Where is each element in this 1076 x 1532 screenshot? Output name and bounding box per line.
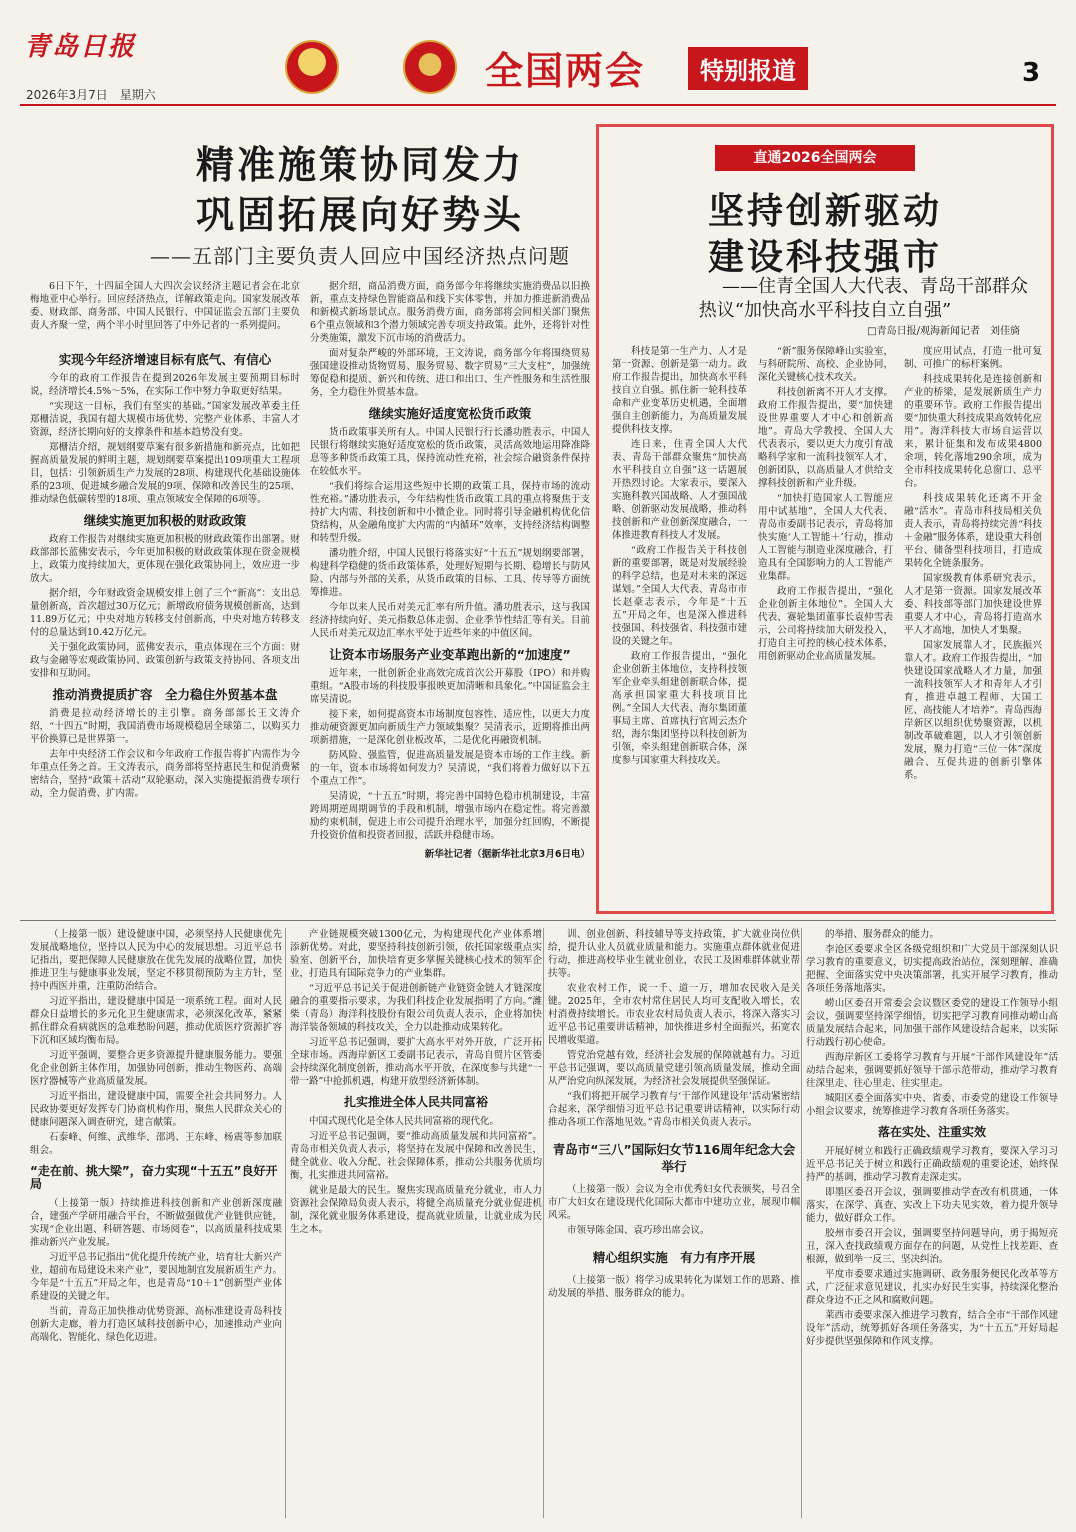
column-rule bbox=[543, 928, 544, 1518]
article-paragraph: 习近平总书记强调，要扩大高水平对外开放，广泛开拓全球市场。西海岸新区工委副书记表示，青岛自贸片区管委会持续深化制度创新，推动高水平开放，在深度参与共建“一带一路”中抢抓机遇，构建开放型经济新体制。 bbox=[290, 1037, 542, 1087]
article-paragraph: “我们将综合运用这些短中长期的政策工具，保持市场的流动性充裕。”潘功胜表示，今年结构性货币政策工具的重点将聚焦于支持扩大内需、科技创新和中小微企业。同时将引导金融机构优化信贷结构，从金融角度扩大内需的“内循环”效率，支持经济结构调整和转型升级。 bbox=[310, 481, 590, 544]
story2-headline-line2: 建设科技强市 bbox=[707, 236, 942, 278]
news-brief-headline: 青岛市“三八”国际妇女节116周年纪念大会举行 bbox=[552, 1142, 796, 1174]
article-paragraph: 据介绍，商品消费方面，商务部今年将继续实施消费品以旧换新，重点支持绿色智能商品和线下实体零售，并加力推进新消费品和新模式新场景试点。服务消费方面，商务部将会同相关部门聚焦6个重点领域和3个潜力领域完善专项支持政策。此外，还将针对性分类施策，激发下沉市场的消费活力。 bbox=[310, 281, 590, 344]
article-paragraph: 李沧区委要求全区各级党组织和广大党员干部深刻认识学习教育的重要意义，切实提高政治站位，深刻理解、准确把握、全面落实党中央决策部署，扎实开展学习教育，推动各项任务落地落实。 bbox=[806, 944, 1058, 994]
article-paragraph: “实现这一目标，我们有坚实的基础。”国家发展改革委主任郑栅洁说，我国有超大规模市场优势、完整产业体系、丰富人才资源，经济长期向好的支撑条件和基本趋势没有变。 bbox=[30, 401, 300, 438]
article-paragraph: 今年以来人民币对美元汇率有所升值。潘功胜表示，这与我国经济持续向好、美元指数总体走弱、企业季节性结汇等有关。目前人民币对美元双边汇率水平处于近些年来的中值区间。 bbox=[310, 602, 590, 639]
section-heading: 扎实推进全体人民共同富裕 bbox=[343, 1095, 488, 1109]
story2-headline bbox=[610, 188, 1040, 280]
story2-column-2 bbox=[758, 345, 893, 665]
article-paragraph: 习近平总书记强调，要“推动高质量发展和共同富裕”。青岛市相关负责人表示，将坚持在发展中保障和改善民生，健全就业、收入分配、社会保障体系，推动公共服务优质均衡，扎实推进共同富裕。 bbox=[290, 1131, 542, 1181]
story1-lead-text: 6日下午，十四届全国人大四次会议经济主题记者会在北京梅地亚中心举行。回应经济热点，详解政策走向。国家发展改革委、财政部、商务部、中国人民银行、中国证监会五部门主要负责人齐聚一堂，两个半小时里回答了中外记者的一系列提问。 bbox=[30, 281, 300, 331]
article-paragraph: 接下来，如何提高资本市场制度包容性、适应性，以更大力度推动硬资源更加向新质生产力领域集聚？吴清表示，近期将推出两项新措施，一是深化创业板改革，二是优化再融资机制。 bbox=[310, 709, 590, 746]
article-paragraph: 产业链规模突破1300亿元，为构建现代化产业体系增添新优势。对此，要坚持科技创新引领，依托国家级重点实验室、创新平台，加快培育更多掌握关键核心技术的领军企业，打造具有国际竞争力的产业集群。 bbox=[290, 929, 542, 979]
article-paragraph: “新”服务保障峰山实验室，与科研院所、高校、企业协同，深化关键核心技术攻关。 bbox=[758, 346, 893, 383]
article-paragraph: 郑栅洁介绍，规划纲要草案有很多新措施和新亮点，比如把握高质量发展的鲜明主题，规划纲要草案提出109项重大工程项目，包括：引领新质生产力发展的28项、构建现代化基础设施体系的23项、促进城乡融合发展的9项、保障和改善民生的25项、推动绿色低碳转型的18项、重点领域安全保障的6项等。 bbox=[30, 442, 300, 505]
story2-headline-line1: 坚持创新驱动 bbox=[707, 190, 942, 232]
article-paragraph: 即墨区委召开会议，强调要推动学查改有机贯通，一体落实，在深学、真查、实改上下功夫见实效，着力提升领导能力，做好群众工作。 bbox=[806, 1187, 1058, 1224]
section-heading: “走在前、挑大梁”，奋力实现“十五五”良好开局 bbox=[30, 1164, 278, 1191]
article-paragraph: 据介绍，今年财政资金规模安排上创了三个“新高”：支出总量创新高，首次超过30万亿元；新增政府债务规模创新高，达到11.89万亿元；中央对地方转移支付创新高，中央对地方转移支付的总量达到10.42万亿元。 bbox=[30, 588, 300, 638]
section-divider bbox=[20, 920, 1056, 921]
section-heading: 实现今年经济增速目标有底气、有信心 bbox=[58, 352, 272, 367]
newspaper-logo: 青岛日报 bbox=[24, 32, 137, 62]
article-paragraph: 连日来，住青全国人大代表、青岛干部群众聚焦“加快高水平科技自立自强”这一话题展开热烈讨论。大家表示，要深入实施科教兴国战略、人才强国战略、创新驱动发展战略，推动科技创新和产业创新深度融合，一体推进教育科技人才发展。 bbox=[612, 439, 747, 541]
article-paragraph: 面对复杂严峻的外部环境，王文涛说，商务部今年将围绕贸易强国建设推动货物贸易、服务贸易、数字贸易“三大支柱”，加强统筹促稳和提质、新兴和传统、进口和出口、生产性服务和生活性服务，全力稳住外贸基本盘。 bbox=[310, 348, 590, 398]
page-number: 3 bbox=[1022, 58, 1041, 88]
news-brief-headline: 精心组织实施 有力有序开展 bbox=[592, 1250, 756, 1265]
article-paragraph: 今年的政府工作报告在提到2026年发展主要预期目标时说，经济增长4.5%～5%，在实际工作中努力争取更好结果。 bbox=[30, 373, 300, 397]
article-paragraph: 防风险、强监管，促进高质量发展是资本市场的工作主线。新的一年，资本市场将如何发力？吴清说，“我们将着力做好以下五个重点工作”。 bbox=[310, 750, 590, 787]
article-paragraph: 科技创新离不开人才支撑。政府工作报告提出，要“加快建设世界重要人才中心和创新高地”。青岛大学教授、全国人大代表表示，要以更大力度引育战略科学家和一流科技领军人才、创新团队，以高质量人才供给支撑科技创新和产业升级。 bbox=[758, 387, 893, 489]
section-heading: 继续实施好适度宽松货币政策 bbox=[368, 406, 532, 421]
story2-tag: 直通2026全国两会 bbox=[715, 145, 915, 171]
article-paragraph: （上接第一版）建设健康中国，必须坚持人民健康优先发展战略地位，坚持以人民为中心的发展思想。习近平总书记指出，要把保障人民健康放在优先发展的战略位置，加快推进卫生与健康事业发展，坚定不移贯彻预防为主方针，坚持中西医并重，注重防治结合。 bbox=[30, 929, 282, 992]
article-paragraph: 胶州市委召开会议，强调要坚持问题导向，勇于揭短亮丑，深入查找政绩观方面存在的问题，从党性上找差距、查根源，做到举一反三、坚决纠治。 bbox=[806, 1228, 1058, 1265]
article-paragraph: 消费是拉动经济增长的主引擎。商务部部长王文涛介绍，“十四五”时期，我国消费市场规模稳居全球第二，以购买力平价换算已是世界第一。 bbox=[30, 708, 300, 745]
article-paragraph: 开展好树立和践行正确政绩观学习教育，要深入学习习近平总书记关于树立和践行正确政绩观的重要论述，始终保持严的基调，推动学习教育走深走实。 bbox=[806, 1146, 1058, 1183]
bottom-column-3 bbox=[548, 928, 800, 1302]
article-paragraph: “加快打造国家人工智能应用中试基地”，全国人大代表、青岛市委副书记表示，青岛将加快实施‘人工智能＋’行动，推动人工智能与制造业深度融合，打造具有全国影响力的人工智能产业集群。 bbox=[758, 493, 893, 582]
article-paragraph: “习近平总书记关于促进创新链产业链资金链人才链深度融合的重要指示要求，为我们科技企业发展指明了方向。”潍柴（青岛）海洋科技股份有限公司负责人表示，企业将加快海洋装备领域的科技攻关，全力以赴推动成果转化。 bbox=[290, 983, 542, 1033]
article-paragraph: 莱西市委要求深入推进学习教育，结合全市“干部作风建设年”活动，统筹抓好各项任务落实，为“十五五”开好局起好步提供坚强保障和作风支撑。 bbox=[806, 1310, 1058, 1347]
article-paragraph: 政府工作报告提出，“强化企业创新主体地位，支持科技领军企业牵头组建创新联合体，提高承担国家重大科技项目比例。”全国人大代表、海尔集团董事局主席、首席执行官周云杰介绍，海尔集团坚持以科技创新为引领，牵头组建创新联合体，深度参与国家重大科技攻关。 bbox=[612, 651, 747, 766]
article-paragraph: 关于强化政策协同，蓝佛安表示，重点体现在三个方面：财政与金融等宏观政策协同、政策创新与政策支持协同、各项支出安排和互助同。 bbox=[30, 642, 300, 679]
section-title: 全国两会 bbox=[485, 49, 646, 93]
story1-subheadline: ——五部门主要负责人回应中国经济热点问题 bbox=[150, 244, 570, 268]
story1-headline-line2: 巩固拓展向好势头 bbox=[195, 192, 524, 237]
article-paragraph: 市领导陈金国、袁巧珍出席会议。 bbox=[567, 1225, 710, 1236]
article-paragraph: 当前，青岛正加快推动优势资源、高标准建设青岛科技创新大走廊，着力打造区域科技创新中心，加速推动产业向高端化、智能化、绿色化迈进。 bbox=[30, 1306, 282, 1343]
article-paragraph: 科技成果转化是连接创新和产业的桥梁，是发展新质生产力的重要环节。政府工作报告提出要“加快重大科技成果高效转化应用”。海洋科技大市场自运营以来，累计征集和发布成果4800余项，转化落地290余项，成为全市科技成果转化总窗口、总平台。 bbox=[904, 374, 1042, 489]
bottom-column-1 bbox=[30, 928, 282, 1346]
article-paragraph: 西海岸新区工委将学习教育与开展“干部作风建设年”活动结合起来，强调要抓好领导干部示范带动，推动学习教育往深里走、往心里走、往实里走。 bbox=[806, 1052, 1058, 1089]
article-paragraph: （上接第一版）将学习成果转化为谋划工作的思路、推动发展的举措、服务群众的能力。 bbox=[548, 1275, 800, 1299]
story1-headline bbox=[130, 140, 590, 240]
article-paragraph: 农业农村工作，说一千、道一万，增加农民收入是关键。2025年，全市农村常住居民人均可支配收入增长，农村消费持续增长。市农业农村局负责人表示，将深入落实习近平总书记重要讲话精神，加快推进乡村全面振兴，拓宽农民增收渠道。 bbox=[548, 983, 800, 1046]
section-badge: 特别报道 bbox=[688, 47, 808, 90]
article-paragraph: 训、创业创新、科技辅导等支持政策，扩大就业岗位供给，提升认业人员就业质量和能力。实施重点群体就业促进行动，推进高校毕业生就业创业，农民工及困难群体就业帮扶等。 bbox=[548, 929, 800, 979]
article-paragraph: 城阳区委全面落实中央、省委、市委党的建设工作领导小组会议要求，统筹推进学习教育各项任务落实。 bbox=[806, 1093, 1058, 1117]
article-paragraph: 吴清说，“十五五”时期，将完善中国特色稳市机制建设，丰富跨周期逆周期调节的手段和机制，增强市场内在稳定性。将完善激励约束机制，促进上市公司提升治理水平，加强分红回购，不断提升投资价值和投资者回报，活跃并稳健市场。 bbox=[310, 791, 590, 841]
story1-byline: 新华社记者（据新华社北京3月6日电） bbox=[424, 849, 590, 860]
article-paragraph: 去年中央经济工作会议和今年政府工作报告将扩内需作为今年重点任务之首。王文涛表示，商务部将坚持惠民生和促消费紧密结合，坚持“政策＋活动”双轮驱动，深入实施提振消费专项行动，全力促消费、扩内需。 bbox=[30, 749, 300, 799]
article-paragraph: 政府工作报告提出，“强化企业创新主体地位”。全国人大代表、赛轮集团董事长袁仲雪表示，公司将持续加大研发投入，打造自主可控的核心技术体系，用创新驱动企业高质量发展。 bbox=[758, 586, 893, 662]
article-paragraph: （上接第一版）会议为全市优秀妇女代表颁奖，号召全市广大妇女在建设现代化国际大都市中建功立业，展现巾帼风采。 bbox=[548, 1184, 800, 1221]
cppcc-emblem-icon bbox=[403, 40, 457, 94]
column-rule bbox=[285, 928, 286, 1518]
bottom-column-2 bbox=[290, 928, 542, 1238]
article-paragraph: 政府工作报告对继续实施更加积极的财政政策作出部署。财政部部长蓝佛安表示，今年更加积极的财政政策体现在资金规模上，政策力度持续加大，更体现在强化政策协同上，效应进一步放大。 bbox=[30, 534, 300, 584]
bottom-column-4 bbox=[806, 928, 1058, 1350]
masthead bbox=[0, 0, 1076, 118]
article-paragraph: 的举措、服务群众的能力。 bbox=[825, 929, 940, 940]
section-heading: 落在实处、注重实效 bbox=[877, 1125, 986, 1139]
article-paragraph: 习近平指出，建设健康中国是一项系统工程。面对人民群众日益增长的多元化卫生健康需求，必须深化改革，紧紧抓住群众看病就医的急难愁盼问题，推动优质医疗资源扩容下沉和区域均衡布局。 bbox=[30, 996, 282, 1046]
story1-lead-paragraph bbox=[30, 280, 300, 334]
article-paragraph: 科技是第一生产力、人才是第一资源、创新是第一动力。政府工作报告提出，加快高水平科技自立自强。抓住新一轮科技革命和产业变革历史机遇，全面增强自主创新能力，为高质量发展提供科技支撑。 bbox=[612, 346, 747, 435]
story2-subheadline-2: 热议“加快高水平科技自立自强” bbox=[698, 300, 952, 321]
story1-left-column bbox=[30, 345, 300, 802]
article-paragraph: （上接第一版）持续推进科技创新和产业创新深度融合，建强产学研用融合平台，不断做强做优产业链供应链，实现“企业出题、科研答题、市场阅卷”，以高质量科技成果推动新兴产业发展。 bbox=[30, 1198, 282, 1248]
article-paragraph: 石泰峰、何维、武维华、邵鸿、王东峰、杨震等参加联组会。 bbox=[30, 1132, 282, 1156]
story2-subheadline-1: ——住青全国人大代表、青岛干部群众 bbox=[722, 276, 1028, 297]
story2-column-1 bbox=[612, 345, 747, 769]
article-paragraph: 货币政策事关所有人。中国人民银行行长潘功胜表示，中国人民银行将继续实施好适度宽松的货币政策，灵活高效地运用降准降息等多种货币政策工具，保持流动性充裕，社会综合融资条件保持在较低水平。 bbox=[310, 427, 590, 477]
article-paragraph: 管党治党越有效，经济社会发展的保障就越有力。习近平总书记强调，要以高质量党建引领高质量发展，推动全面从严治党向纵深发展，为经济社会发展提供坚强保证。 bbox=[548, 1050, 800, 1087]
column-rule bbox=[801, 928, 802, 1518]
article-paragraph: 国家级教育体系研究表示，人才是第一资源。国家发展改革委、科技部等部门加快建设世界重要人才中心，青岛将打造高水平人才高地，加快人才集聚。 bbox=[904, 573, 1042, 636]
section-heading: 推动消费提质扩容 全力稳住外贸基本盘 bbox=[52, 687, 278, 702]
article-paragraph: 就业是最大的民生。聚焦实现高质量充分就业，市人力资源社会保障局负责人表示，将健全高质量充分就业促进机制，深化就业服务体系建设，提高就业质量，让就业成为民生之本。 bbox=[290, 1185, 542, 1235]
article-paragraph: 潘功胜介绍，中国人民银行将落实好“十五五”规划纲要部署，构建科学稳健的货币政策体系，处理好短期与长期、稳增长与防风险、内部与外部的关系，从货币政策的目标、工具、传导等方面统筹推进。 bbox=[310, 548, 590, 598]
story1-headline-line1: 精准施策协同发力 bbox=[195, 142, 524, 187]
article-paragraph: 国家发展靠人才，民族振兴靠人才。政府工作报告提出，“加快建设国家战略人才力量，加强一流科技领军人才和青年人才引育，推进卓越工程师、大国工匠、高技能人才培养”。青岛西海岸新区以组织优势聚资源，以机制改革破难题，以人才引领创新发展，聚力打造“三位一体”深度融合、互促共进的创新引擎体系。 bbox=[904, 640, 1042, 781]
story2-column-3 bbox=[904, 345, 1042, 784]
article-paragraph: 近年来，一批创新企业高效完成首次公开募股（IPO）和并购重组。“A股市场的科技股事报映更加清晰和具象化。”中国证监会主席吴清说。 bbox=[310, 668, 590, 705]
article-paragraph: 习近平指出，建设健康中国，需要全社会共同努力。人民政协要更好发挥专门协商机构作用，聚焦人民群众关心的健康问题深入调查研究，建言献策。 bbox=[30, 1091, 282, 1128]
national-emblem-icon bbox=[285, 40, 339, 94]
article-paragraph: 习近平总书记指出“优化提升传统产业，培育壮大新兴产业，超前布局建设未来产业”，要因地制宜发展新质生产力。今年是“十五五”开局之年，也是青岛“10＋1”创新型产业体系建设的关键之年。 bbox=[30, 1252, 282, 1302]
article-paragraph: 习近平强调，要整合更多资源提升健康服务能力。要强化企业创新主体作用，加强协同创新，推动生物医药、高端医疗器械等产业高质量发展。 bbox=[30, 1050, 282, 1087]
article-paragraph: 度应用试点，打造一批可复制、可推广的标杆案例。 bbox=[904, 346, 1042, 370]
issue-date: 2026年3月7日 星期六 bbox=[26, 88, 156, 102]
story1-middle-column bbox=[310, 280, 590, 861]
section-heading: 继续实施更加积极的财政政策 bbox=[83, 513, 247, 528]
masthead-divider bbox=[20, 104, 1056, 106]
article-paragraph: 中国式现代化是全体人民共同富裕的现代化。 bbox=[309, 1116, 500, 1127]
article-paragraph: “我们将把开展学习教育与‘干部作风建设年’活动紧密结合起来，深学细悟习近平总书记重要讲话精神，以实际行动推动各项工作落地见效。”青岛市相关负责人表示。 bbox=[548, 1091, 800, 1128]
article-paragraph: 崂山区委召开常委会会议暨区委党的建设工作领导小组会议，强调要坚持深学细悟，切实把学习教育同推动崂山高质量发展结合起来，同加强干部作风建设结合起来，以实际行动践行初心使命。 bbox=[806, 998, 1058, 1048]
section-heading: 让资本市场服务产业变革跑出新的“加速度” bbox=[329, 647, 571, 662]
story2-author: □青岛日报/观海新闻记者 刘佳旖 bbox=[867, 326, 1020, 337]
article-paragraph: 科技成果转化还离不开金融“活水”。青岛市科技局相关负责人表示，青岛将持续完善“科技＋金融”服务体系，建设重大科创平台、储备型科技项目，打造成果转化全链条服务。 bbox=[904, 493, 1042, 569]
article-paragraph: “政府工作报告关于科技创新的重要部署，既是对发展经验的科学总结，也是对未来的深远谋划。”全国人大代表、青岛市市长赵豪志表示，今年是“十五五”开局之年，也是深入推进科技强国、科技强省、科技强市建设的关键之年。 bbox=[612, 545, 747, 647]
article-paragraph: 平度市委要求通过实施调研、政务服务便民化改革等方式，广泛征求意见建议，扎实办好民生实事，持续深化整治群众身边不正之风和腐败问题。 bbox=[806, 1269, 1058, 1306]
